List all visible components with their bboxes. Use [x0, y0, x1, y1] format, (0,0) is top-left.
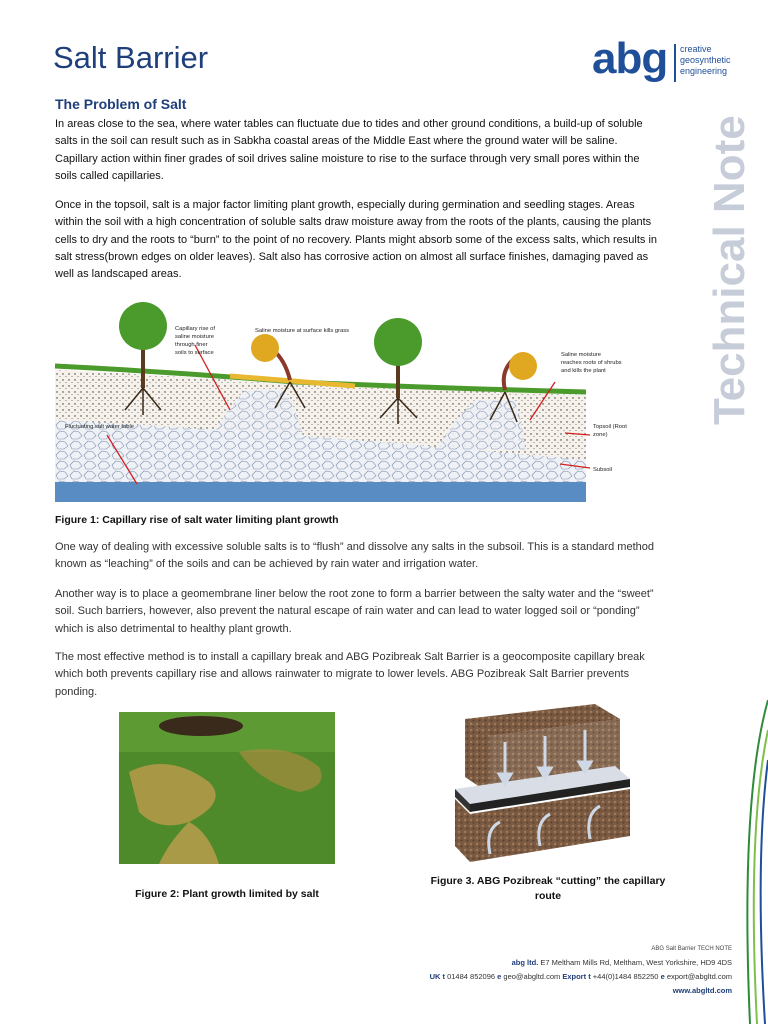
footer-address-line — [430, 956, 732, 970]
side-label-technical-note: Technical Note — [705, 115, 754, 425]
paragraph-4: Another way is to place a geomembrane liner below the root zone to form a barrier between the salty water and the “sweet” soil. Such barriers, however, also prevent the natural escape of rain water and can lead to water logged soil or “ponding” which is also detrimental to healthy plant growth. — [55, 588, 654, 635]
decorative-curves — [735, 700, 768, 1024]
paragraph-5: The most effective method is to install a capillary break and ABG Pozibreak Salt Barrier is a geocomposite capillary break which both prevents capillary rise and allows rainwater to migrate to lower levels. ABG Pozibreak Salt Barrier prevents ponding. — [55, 651, 645, 698]
section-title: The Problem of Salt — [55, 96, 187, 112]
paragraph-1: In areas close to the sea, where water tables can fluctuate due to tides and other ground conditions, a build-up of soluble salts in the soil can result such as in Sabkha coastal areas of the Middle East where the ground water will be saline. Capillary action within finer grades of soil drives saline moisture to rise to the surface through very small pores within the soils called capillaries. — [55, 118, 643, 182]
water-table — [55, 482, 586, 502]
footer-uk-email[interactable]: geo@abgltd.com — [503, 972, 561, 981]
logo-tag-line-1: creative — [680, 44, 712, 54]
footer — [430, 942, 732, 998]
footer-address: E7 Meltham Mills Rd, Meltham, West Yorkshire, HD9 4DS — [540, 958, 732, 967]
footer-company: abg ltd. — [511, 958, 539, 967]
footer-export-e: e — [660, 972, 665, 981]
pozibreak-block-illustration — [445, 704, 633, 862]
paragraph-2: Once in the topsoil, salt is a major factor limiting plant growth, especially during germination and seedling stages. Areas within the soil with a high concentration of soluble salts draw moisture away from the roots of the plants, causing the plants cells to dry and the roots to “burn” to the point of no recovery. Plants might absorb some of the excess salts, which results in salt stress(brown edges on older leaves). Salt also has corrosive action on almost all surface finishes, damaging paved as well as landscaped areas. — [55, 199, 658, 281]
salt-damaged-lawn-photo — [119, 712, 335, 864]
logo-tag-line-3: engineering — [680, 66, 728, 76]
logo-divider — [674, 44, 676, 82]
label-saline-grass: Saline moisture at surface kills grass — [255, 328, 350, 334]
abg-logo — [592, 34, 742, 90]
label-subsoil: Subsoil — [593, 467, 613, 473]
label-capillary-1: Capillary rise of — [175, 326, 215, 332]
label-topsoil-2: zone) — [593, 432, 608, 438]
label-capillary-3: through finer — [175, 342, 208, 348]
footer-doc-name: ABG Salt Barrier TECH NOTE — [651, 946, 732, 952]
logo-tag-line-2: geosynthetic — [680, 55, 731, 65]
footer-export-email[interactable]: export@abgltd.com — [666, 972, 732, 981]
figure-2-caption: Figure 2: Plant growth limited by salt — [135, 888, 319, 900]
label-shrubs-2: reaches roots of shrubs — [561, 360, 622, 366]
label-water-table: Fluctuating salt water table — [65, 424, 134, 430]
footer-uk-e: e — [497, 972, 502, 981]
label-shrubs-1: Saline moisture — [561, 352, 601, 358]
footer-uk-label: UK — [429, 972, 441, 981]
label-capillary-2: saline moisture — [175, 334, 214, 340]
paragraph-3: One way of dealing with excessive soluble salts is to “flush” and dissolve any salts in the subsoil. This is a standard method known as “leaching” of the soils and can be achieved by rain water and irrigation water. — [55, 541, 654, 571]
figure-1-caption: Figure 1: Capillary rise of salt water limiting plant growth — [55, 514, 339, 526]
footer-website[interactable]: www.abgltd.com — [672, 986, 732, 995]
logo-tagline — [680, 44, 731, 77]
footer-contact-line — [430, 970, 732, 984]
logo-wordmark: abg — [592, 34, 668, 83]
label-topsoil-1: Topsoil (Root — [593, 424, 627, 430]
footer-uk-t: t — [442, 972, 445, 981]
figure-3-caption: Figure 3. ABG Pozibreak “cutting” the capillary route — [430, 875, 666, 902]
footer-export-label: Export — [562, 972, 587, 981]
footer-export-phone: +44(0)1484 852250 — [592, 972, 659, 981]
label-capillary-4: soils to surface — [175, 350, 214, 356]
capillary-rise-diagram — [55, 300, 627, 504]
footer-export-t: t — [588, 972, 591, 981]
label-shrubs-3: and kills the plant — [561, 368, 606, 374]
page-title: Salt Barrier — [53, 40, 209, 75]
footer-uk-phone: 01484 852096 — [447, 972, 496, 981]
